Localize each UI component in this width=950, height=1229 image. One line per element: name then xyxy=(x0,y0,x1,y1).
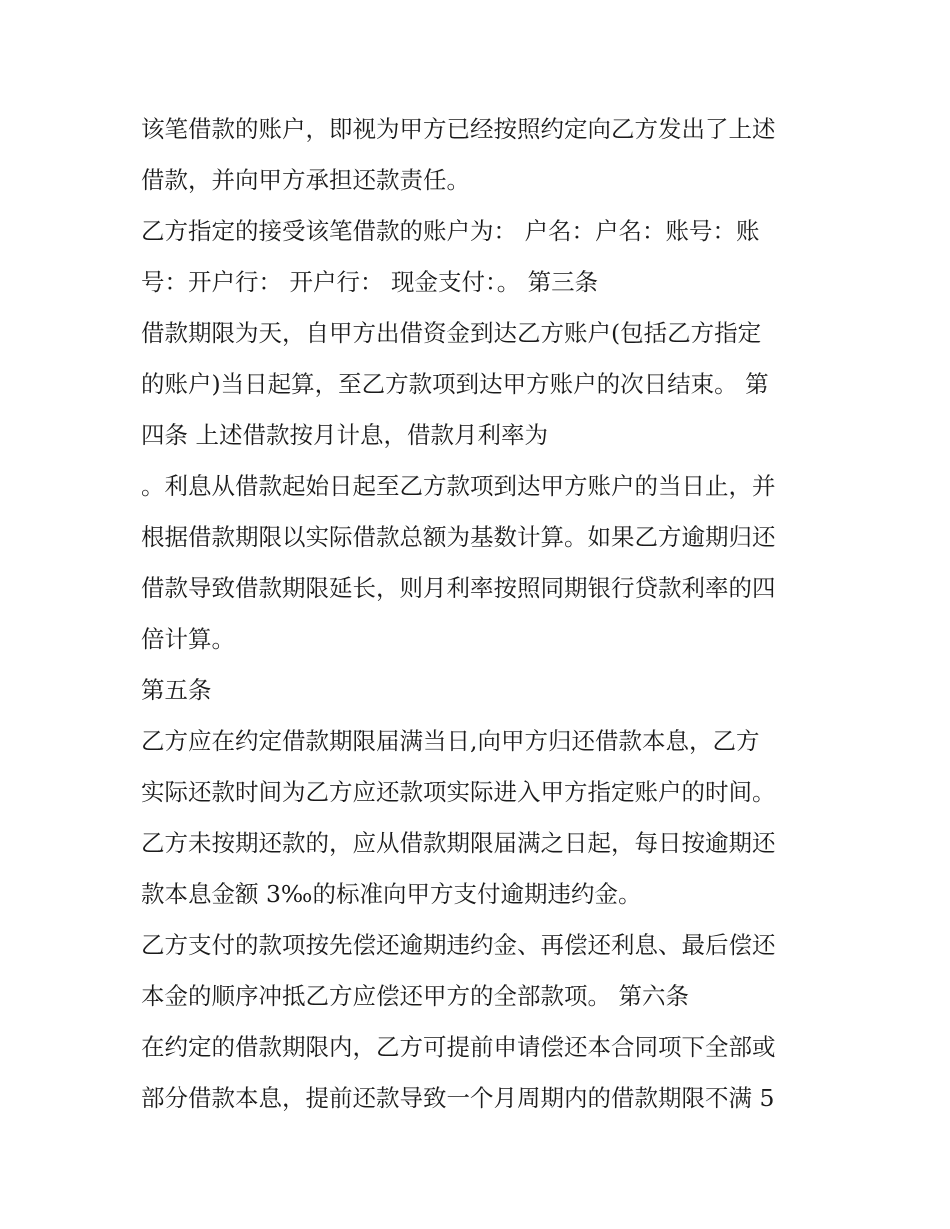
contract-text-body xyxy=(141,104,831,1124)
text-line: 。利息从借款起始日起至乙方款项到达甲方账户的当日止，并 xyxy=(141,472,776,500)
text-line: 本金的顺序冲抵乙方应偿还甲方的全部款项。 第六条 xyxy=(141,982,689,1010)
text-line: 款本息金额 3‰的标准向甲方支付逾期违约金。 xyxy=(141,880,642,908)
text-line: 部分借款本息，提前还款导致一个月周期内的借款期限不满 5 xyxy=(141,1084,775,1112)
text-line: 实际还款时间为乙方应还款项实际进入甲方指定账户的时间。 xyxy=(141,778,776,806)
section-heading: 第五条 xyxy=(141,676,212,704)
text-line: 借款，并向甲方承担还款责任。 xyxy=(141,166,470,194)
text-line: 借款导致借款期限延长，则月利率按照同期银行贷款利率的四 xyxy=(141,574,776,602)
text-line: 乙方支付的款项按先偿还逾期违约金、再偿还利息、最后偿还 xyxy=(141,931,776,959)
text-line: 在约定的借款期限内，乙方可提前申请偿还本合同项下全部或 xyxy=(141,1033,776,1061)
text-line: 该笔借款的账户，即视为甲方已经按照约定向乙方发出了上述 xyxy=(141,115,776,143)
text-line: 根据借款期限以实际借款总额为基数计算。如果乙方逾期归还 xyxy=(141,523,776,551)
text-line: 号：开户行： 开户行： 现金支付：。 第三条 xyxy=(141,268,599,296)
text-line: 的账户)当日起算，至乙方款项到达甲方账户的次日结束。 第 xyxy=(141,370,769,398)
text-line: 借款期限为天，自甲方出借资金到达乙方账户(包括乙方指定 xyxy=(141,319,762,347)
text-line: 乙方指定的接受该笔借款的账户为： 户名：户名：账号：账 xyxy=(141,217,760,245)
text-line: 倍计算。 xyxy=(141,625,235,653)
text-line: 乙方应在约定借款期限届满当日,向甲方归还借款本息，乙方 xyxy=(141,727,760,755)
text-line: 乙方未按期还款的，应从借款期限届满之日起，每日按逾期还 xyxy=(141,829,776,857)
text-line: 四条 上述借款按月计息，借款月利率为 xyxy=(141,421,548,449)
